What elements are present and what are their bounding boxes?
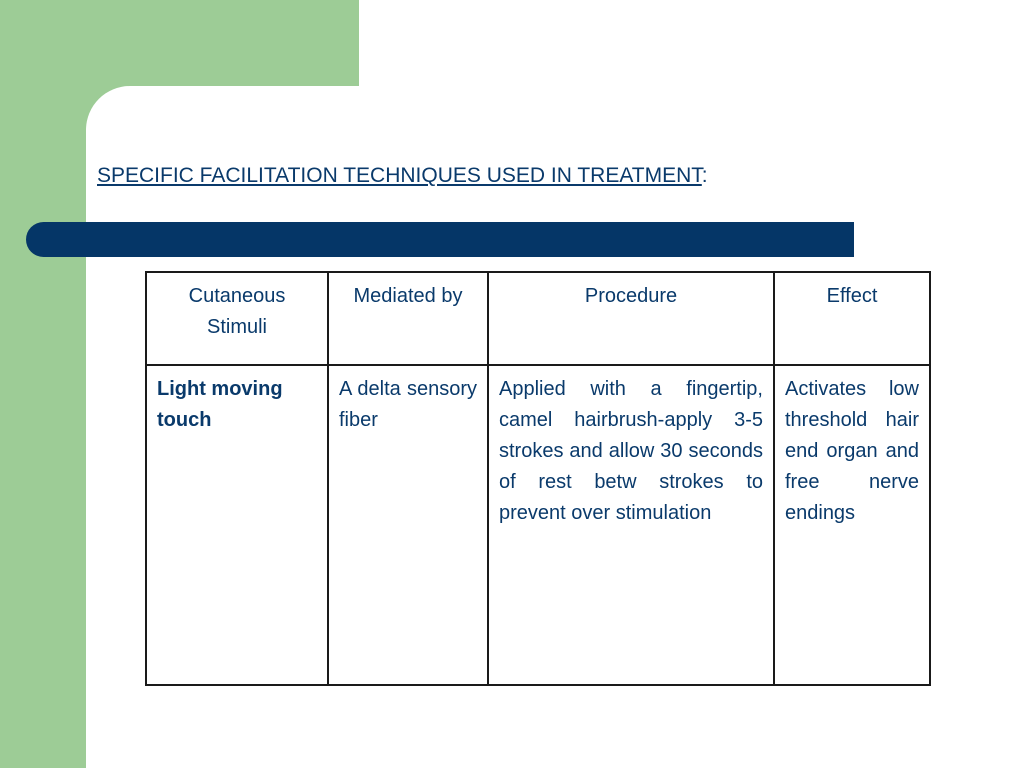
- decorative-navy-bar: [26, 222, 854, 257]
- slide-title-colon: :: [701, 164, 708, 187]
- cell-effect: Activates low threshold hair end organ and free nerve endings: [774, 365, 930, 685]
- cell-procedure: Applied with a fingertip, camel hairbrush-apply 3-5 strokes and allow 30 seconds of rest betw strokes to prevent over stimulation: [488, 365, 774, 685]
- table-header-row: [146, 272, 930, 365]
- header-procedure: Procedure: [488, 272, 774, 365]
- header-effect: Effect: [774, 272, 930, 365]
- header-cutaneous-stimuli: Cutaneous Stimuli: [146, 272, 328, 365]
- cell-mediated-by: A delta sensory fiber: [328, 365, 488, 685]
- slide-title-text: SPECIFIC FACILITATION TECHNIQUES USED IN TREATMENT: [97, 164, 702, 187]
- facilitation-techniques-table: [145, 271, 931, 686]
- cell-cutaneous-stimuli: Light moving touch: [146, 365, 328, 685]
- table-row: [146, 365, 930, 685]
- slide-title: [97, 164, 708, 188]
- header-mediated-by: Mediated by: [328, 272, 488, 365]
